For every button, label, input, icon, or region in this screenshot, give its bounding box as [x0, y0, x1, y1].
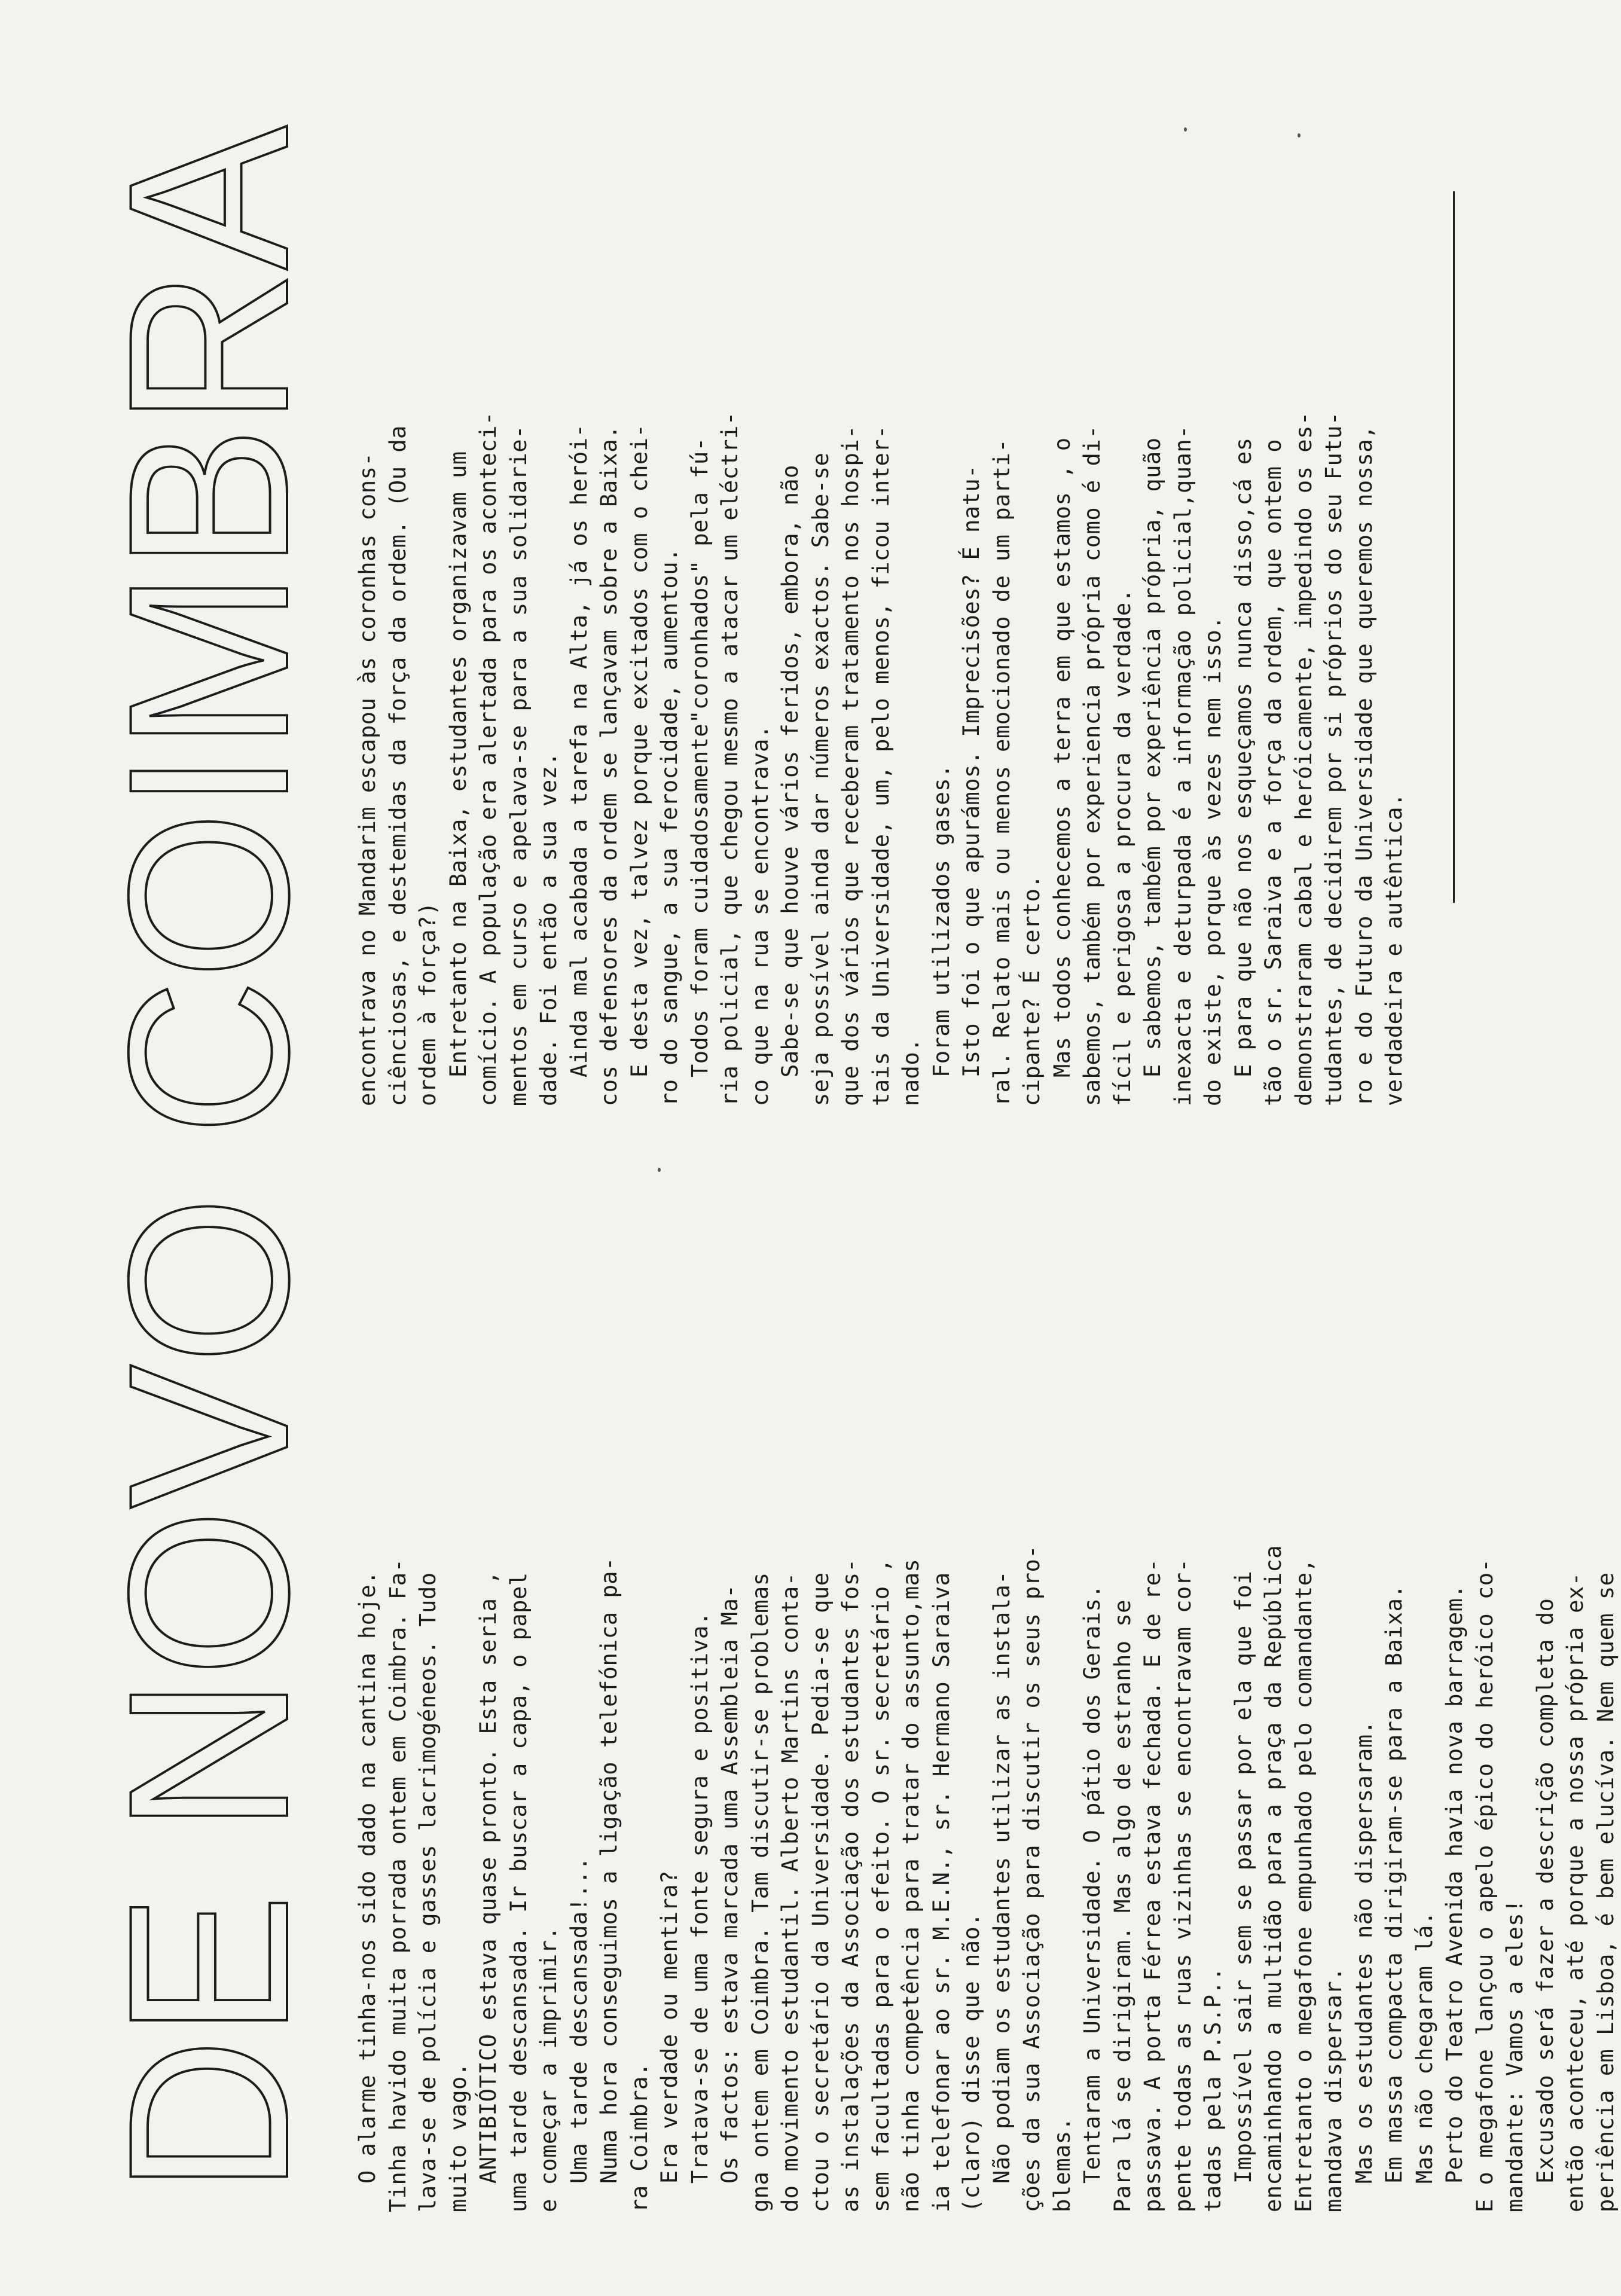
text-line: verdadeira e autêntica.: [1381, 793, 1407, 1106]
text-line: E para que não nos esqueçamos nunca disso,cá es: [1230, 437, 1256, 1077]
text-line: Impossível sair sem se passar por ela que foi: [1230, 1571, 1256, 2184]
text-line: encaminhando a multidão para a praça da República: [1260, 1544, 1286, 2212]
text-line: inexacta e deturpada é a informação policial,quan-: [1170, 425, 1196, 1106]
text-line: blemas.: [1049, 2117, 1075, 2212]
text-line: ra Coimbra.: [626, 2062, 652, 2212]
scan-speck: [1184, 127, 1187, 132]
text-line: ctou o secretário da Universidade. Pedia-se que: [807, 1572, 834, 2212]
text-line: as instalações da Associação dos estudantes fos-: [838, 1558, 863, 2212]
text-line: fícil e perigosa a procura da verdade.: [1109, 588, 1135, 1106]
text-line: mandante: Vamos a eles!: [1502, 1899, 1528, 2212]
text-line: que dos vários que receberam tratamento nos hospi-: [838, 425, 863, 1106]
text-line: ordem à força?): [415, 902, 441, 1106]
text-line: seja possível ainda dar números exactos. Sabe-se: [807, 452, 834, 1106]
text-line: Mas todos conhecemos a terra em que estamos , o: [1049, 437, 1075, 1077]
text-line: tadas pela P.S.P..: [1200, 1967, 1226, 2212]
text-line: Não podiam os estudantes utilizar as instala-: [988, 1571, 1015, 2184]
headline: [81, 23, 335, 2194]
text-line: Ainda mal acabada a tarefa na Alta, já os herói-: [566, 423, 592, 1077]
text-line: uma tarde descansada. Ir buscar a capa, o papel: [505, 1572, 532, 2212]
text-line: co que na rua se encontrava.: [747, 725, 773, 1106]
text-line: Entretanto o megafone empunhado pelo comandante,: [1290, 1558, 1317, 2212]
text-line: cipante? É certo.: [1019, 874, 1045, 1106]
text-line: Todos foram cuidadosamente"coronhados" pela fú-: [686, 437, 713, 1077]
text-line: Para lá se dirigiram. Mas algo de estranho se: [1109, 1599, 1135, 2212]
text-line: lava-se de polícia e gasses lacrimogéneos. Tudo: [415, 1572, 441, 2212]
column-right: [353, 173, 1410, 1106]
text-line: E sabemos, também por experiência própria, quão: [1140, 437, 1165, 1077]
column-left: [353, 1363, 1621, 2212]
text-line: Sabe-se que houve vários feridos, embora, não: [777, 465, 803, 1077]
text-line: passava. A porta Férrea estava fechada. E de re-: [1140, 1558, 1165, 2212]
text-line: ciênciosas, e destemidas da força da ordem. (Ou da: [384, 425, 411, 1106]
text-line: periência em Lisboa, é bem elucíva. Nem quem se: [1592, 1572, 1619, 2212]
text-line: Numa hora conseguimos a ligação telefónica pa-: [596, 1557, 622, 2184]
text-line: ral. Relato mais ou menos emocionado de um parti-: [988, 438, 1015, 1106]
text-line: Tratava-se de uma fonte segura e positiva.: [686, 1611, 713, 2184]
text-line: ro e do Futuro da Universidade que queremos nossa,: [1351, 425, 1377, 1106]
text-line: Tinha havido muita porrada ontem em Coimbra. Fa-: [384, 1558, 411, 2212]
text-line: sabemos, também por experiencia própria como é di-: [1079, 425, 1105, 1106]
text-line: Entretanto na Baixa, estudantes organizavam um: [445, 451, 471, 1077]
text-line: Mas os estudantes não dispersaram.: [1351, 1720, 1377, 2184]
text-line: Isto foi o que apurámos. Imprecisões? É natu-: [958, 465, 984, 1077]
text-line: Era verdade ou mentira?: [657, 1870, 682, 2184]
text-line: Mas não chegaram lá.: [1411, 1911, 1437, 2184]
text-line: ções da sua Associação para discutir os seus pro-: [1019, 1544, 1045, 2212]
text-line: do movimento estudantil. Alberto Martins conta-: [777, 1572, 803, 2212]
text-line: E desta vez, talvez porque excitados com o chei-: [626, 423, 652, 1077]
text-line: Foram utilizados gases.: [928, 764, 954, 1077]
text-line: encontrava no Mandarim escapou às coronhas cons-: [355, 452, 380, 1106]
text-line: pente todas as ruas vizinhas se encontravam cor-: [1170, 1558, 1196, 2212]
text-line: mentos em curso e apelava-se para a sua solidarie-: [505, 425, 532, 1106]
text-line: muito vago.: [445, 2062, 471, 2212]
headline-lettering: [81, 23, 335, 2194]
text-line: ANTIBIÓTICO estava quase pronto. Esta seria ,: [475, 1571, 501, 2184]
text-line: Excusado será fazer a descrição completa do: [1532, 1598, 1558, 2184]
text-line: não tinha competência para tratar do assunto,mas: [898, 1558, 924, 2212]
end-rule: [1453, 191, 1455, 903]
scan-speck: [1298, 133, 1301, 138]
text-line: cos defensores da ordem se lançavam sobre a Baixa.: [596, 425, 622, 1106]
text-line: O alarme tinha-nos sido dado na cantina hoje.: [355, 1571, 380, 2184]
text-line: comício. A população era alertada para os aconteci-: [475, 411, 501, 1106]
text-line: (claro) disse que não.: [958, 1912, 984, 2212]
text-line: gna ontem em Coimbra. Tam discutir-se problemas: [747, 1572, 773, 2212]
text-line: então aconteceu, até porque a nossa própria ex-: [1562, 1572, 1588, 2212]
text-line: E o megafone lançou o apelo épico do heróico co-: [1472, 1558, 1498, 2212]
text-line: Os factos: estava marcada uma Assembleia Ma-: [717, 1584, 743, 2184]
text-line: dade. Foi então a sua vez.: [536, 752, 561, 1106]
text-line: demonstraram cabal e heróicamente, impedindo os es-: [1290, 411, 1317, 1106]
text-line: ria policial, que chegou mesmo a atacar um eléctri-: [717, 411, 743, 1106]
text-line: tudantes, de decidirem por si próprios do seu Futu-: [1321, 411, 1347, 1106]
text-line: sem facultadas para o efeito. O sr. secretário ,: [868, 1558, 894, 2212]
text-line: do existe, porque às vezes nem isso.: [1200, 616, 1226, 1106]
text-line: Em massa compacta dirigiram-se para a Baixa.: [1381, 1584, 1407, 2184]
scan-speck: [658, 1168, 661, 1172]
text-line: nado.: [898, 1038, 924, 1106]
text-line: ia telefonar ao sr. M.E.N., sr. Hermano Saraiva: [928, 1572, 954, 2212]
text-line: mandava dispersar.: [1321, 1967, 1347, 2212]
text-line: ro do sangue, a sua ferocidade, aumentou.: [657, 548, 682, 1106]
headline-text: DE NOVO COIMBRA: [81, 23, 335, 2194]
text-line: Tentaram a Universidade. O pátio dos Gerais.: [1079, 1584, 1105, 2184]
text-line: tão o sr. Saraiva e a força da ordem, que ontem o: [1260, 438, 1286, 1106]
text-line: e começar a imprimir.: [536, 1926, 561, 2212]
text-line: Uma tarde descansada!...: [566, 1857, 592, 2184]
text-line: tais da Universidade, um, pelo menos, ficou inter-: [868, 425, 894, 1106]
text-line: Perto do Teatro Avenida havia nova barragem.: [1442, 1584, 1467, 2184]
